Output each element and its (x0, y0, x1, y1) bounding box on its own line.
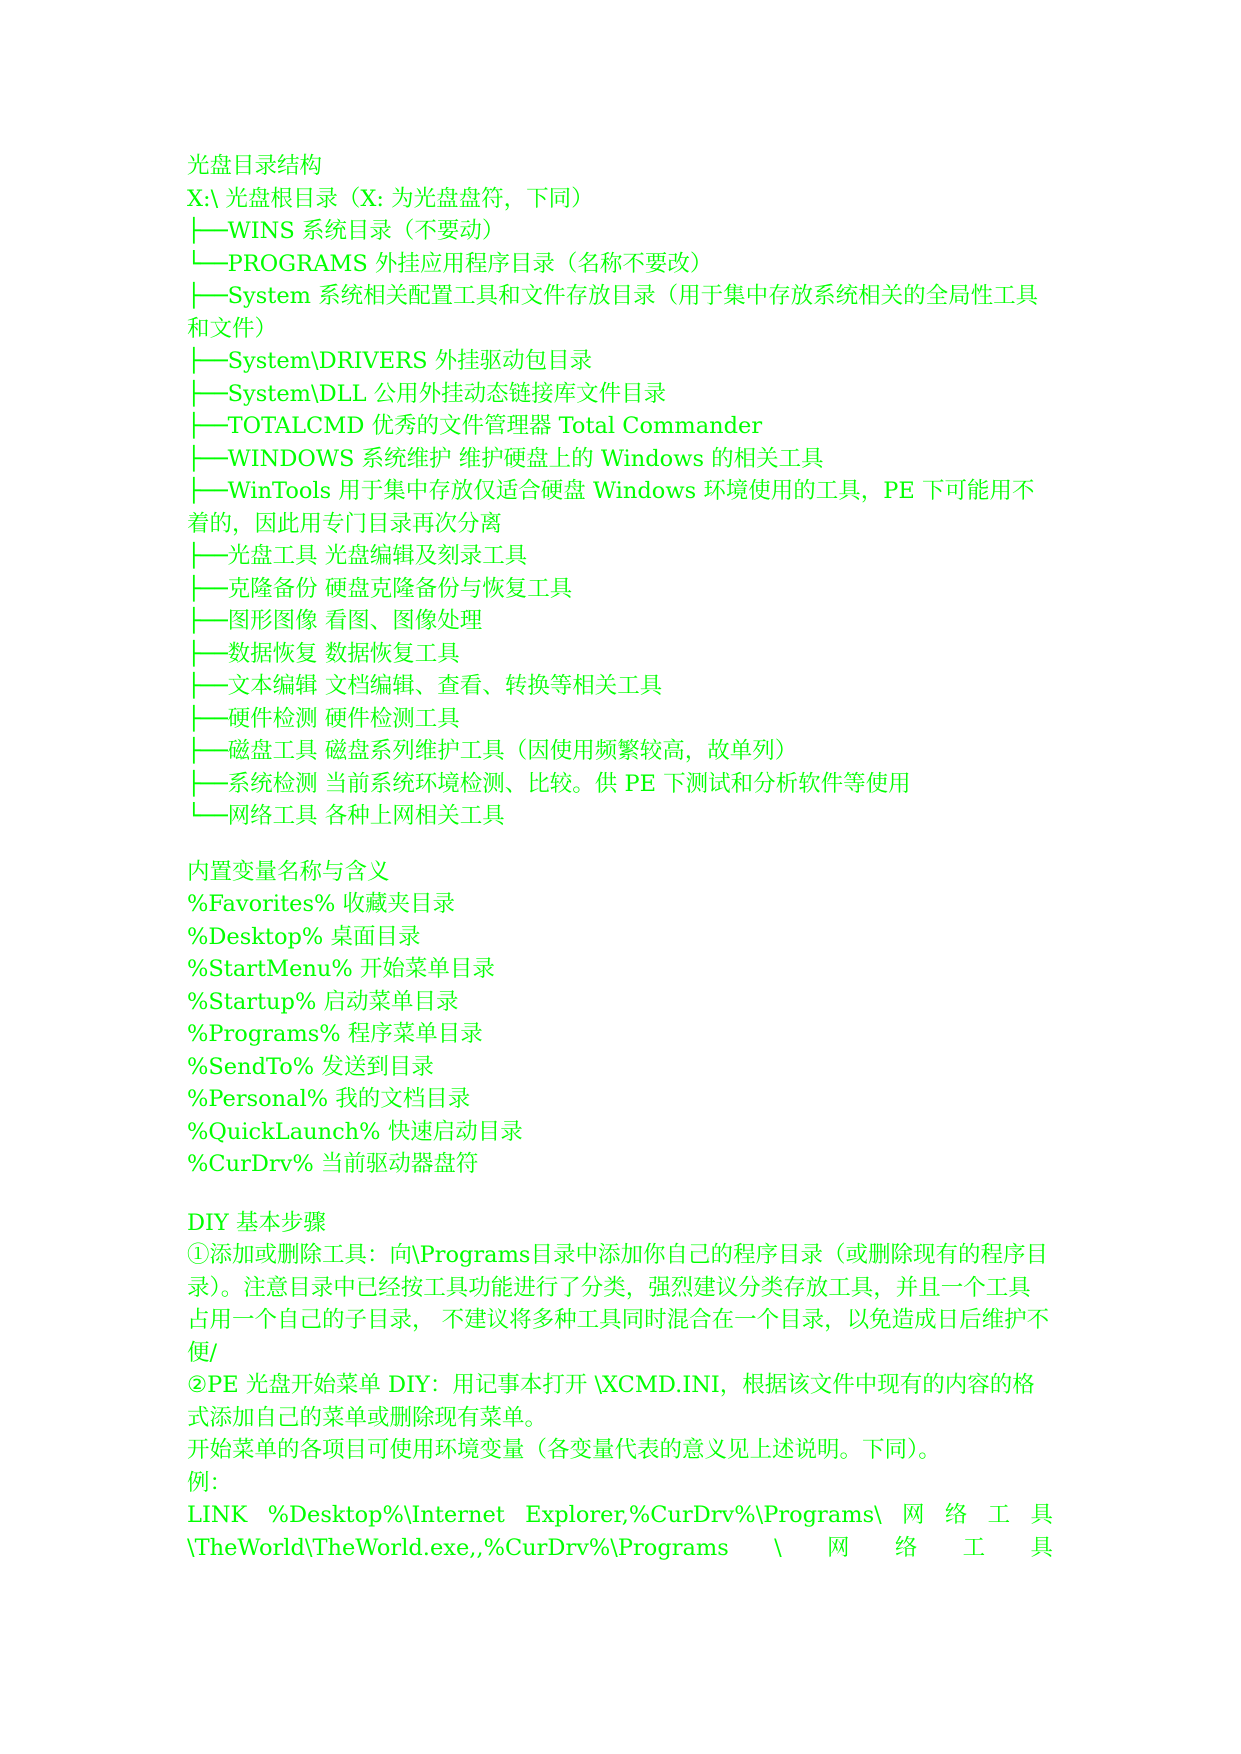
tree-line: ├──硬件检测 硬件检测工具 (187, 705, 460, 732)
example-token: LINK (187, 1502, 248, 1528)
tree-line: ├──系统检测 当前系统环境检测、比较。供 PE 下测试和分析软件等使用 (187, 770, 911, 797)
example-token: \ (774, 1534, 782, 1561)
example-token: \TheWorld\TheWorld.exe,,%CurDrv%\Programs (187, 1534, 729, 1561)
tree-line: ├──光盘工具 光盘编辑及刻录工具 (187, 543, 528, 569)
variable-line: %Favorites% 收藏夹目录 (187, 891, 456, 917)
tree-line: └──PROGRAMS 外挂应用程序目录（名称不要改） (187, 250, 713, 277)
example-token: 网 (902, 1502, 925, 1528)
example-token: 具 (1030, 1502, 1053, 1528)
example-token: %Desktop%\Internet (267, 1502, 505, 1528)
example-token: 工 (987, 1502, 1011, 1528)
example-label: 例： (187, 1469, 233, 1496)
variable-list (187, 888, 1053, 1181)
example-token: 络 (944, 1502, 968, 1528)
diy-note: 开始菜单的各项目可使用环境变量（各变量代表的意义见上述说明。下同）。 (187, 1437, 941, 1463)
variable-line: %Desktop% 桌面目录 (187, 923, 421, 950)
tree-line: └──网络工具 各种上网相关工具 (187, 803, 505, 829)
tree-line: ├──TOTALCMD 优秀的文件管理器 Total Commander (187, 413, 763, 439)
example-token: 具 (1030, 1534, 1053, 1561)
section-spacer (187, 833, 1053, 856)
tree-line: ├──磁盘工具 磁盘系列维护工具（因使用频繁较高，故单列） (187, 738, 798, 764)
variable-line: %SendTo% 发送到目录 (187, 1053, 434, 1080)
variable-line: %Startup% 启动菜单目录 (187, 988, 459, 1015)
tree-line: ├──System 系统相关配置工具和文件存放目录（用于集中存放系统相关的全局性工具和文件） (187, 283, 1039, 342)
section-heading-variables: 内置变量名称与含义 (187, 858, 390, 885)
variable-line: %QuickLaunch% 快速启动目录 (187, 1118, 523, 1145)
tree-line: ├──图形图像 看图、图像处理 (187, 608, 483, 634)
section-heading-directory: 光盘目录结构 (187, 153, 323, 179)
tree-line: ├──WINS 系统目录（不要动） (187, 218, 505, 244)
example-token: 网 (827, 1534, 850, 1561)
tree-line: ├──WINDOWS 系统维护 维护硬盘上的 Windows 的相关工具 (187, 445, 824, 472)
directory-tree (187, 183, 1053, 833)
tree-line: ├──克隆备份 硬盘克隆备份与恢复工具 (187, 575, 573, 602)
tree-line: ├──数据恢复 数据恢复工具 (187, 640, 460, 667)
variable-line: %Programs% 程序菜单目录 (187, 1021, 483, 1047)
diy-step-1: ①添加或删除工具：向\Programs目录中添加你自己的程序目录（或删除现有的程序目录）。注意目录中已经按工具功能进行了分类，强烈建议分类存放工具，并且一个工具占用一个自己的子目录， 不建议将多种工具同时混合在一个目录，以免造成日后维护不便/ (187, 1242, 1050, 1366)
tree-line: ├──System\DRIVERS 外挂驱动包目录 (187, 348, 593, 374)
tree-line: X:\ 光盘根目录（X: 为光盘盘符，下同） (187, 185, 594, 212)
variable-line: %CurDrv% 当前驱动器盘符 (187, 1151, 479, 1177)
tree-line: ├──System\DLL 公用外挂动态链接库文件目录 (187, 380, 667, 407)
example-token: 工 (962, 1534, 986, 1561)
tree-line: ├──文本编辑 文档编辑、查看、转换等相关工具 (187, 673, 663, 699)
tree-line: ├──WinTools 用于集中存放仅适合硬盘 Windows 环境使用的工具，PE 下可能用不着的，因此用专门目录再次分离 (187, 478, 1035, 537)
section-spacer (187, 1181, 1053, 1207)
example-code-line-2 (187, 1532, 1053, 1565)
diy-step-2: ②PE 光盘开始菜单 DIY：用记事本打开 \XCMD.INI，根据该文件中现有的内容的格式添加自己的菜单或删除现有菜单。 (187, 1372, 1035, 1431)
example-code-line-1 (187, 1499, 1053, 1532)
section-heading-diy: DIY 基本步骤 (187, 1209, 326, 1236)
variable-line: %Personal% 我的文档目录 (187, 1086, 471, 1112)
example-token: Explorer,%CurDrv%\Programs\ (525, 1502, 882, 1528)
document-page (187, 150, 1053, 1564)
variable-line: %StartMenu% 开始菜单目录 (187, 956, 495, 982)
example-token: 络 (894, 1534, 918, 1561)
